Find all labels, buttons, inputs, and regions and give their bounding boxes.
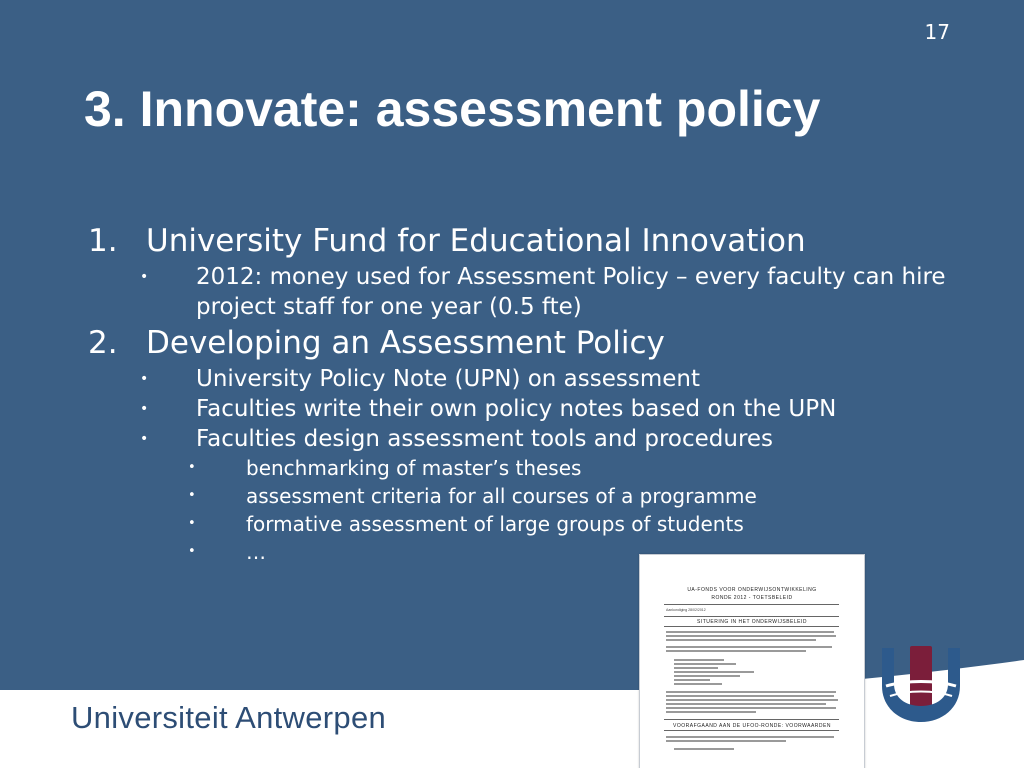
sub-item-text: Faculties design assessment tools and procedures [196,426,774,452]
document-text-line [666,711,756,713]
wave-decoration [0,600,1024,768]
sub-item-upn [88,364,948,394]
sub-item-text: 2012: money used for Assessment Policy – every faculty can hire project staff for one year (0.5 fte) [196,264,946,320]
list-number: 2. [88,325,118,361]
bullet-icon: • [188,488,196,503]
document-list-line [674,667,718,669]
document-text-line [666,740,786,742]
document-rule [664,604,839,605]
document-text-line [666,695,834,697]
document-text-line [666,635,836,637]
document-list-line [674,671,754,673]
document-text-line [666,736,834,738]
document-rule [664,616,839,617]
sub-item-text: Faculties write their own policy notes based on the UPN [196,396,837,422]
document-text-line [666,703,826,705]
document-rule [664,719,839,720]
document-list-line [674,675,740,677]
document-rule [664,730,839,731]
document-list-line [674,683,722,685]
document-list-line [674,663,736,665]
document-text-line [666,699,838,701]
university-emblem-icon [876,640,966,736]
document-text-line [666,707,836,709]
document-text-line [666,631,834,633]
sub-item-money [88,262,948,322]
sub-item-faculty-tools [88,424,948,454]
list-item-fund [88,220,948,262]
document-list-line [674,659,724,661]
document-section-heading: VOORAFGAAND AAN DE UFOO-RONDE: VOORWAARDEN [673,723,831,729]
bullet-icon: • [188,544,196,559]
document-list-line [674,748,734,750]
university-logo-text: Universiteit Antwerpen [71,700,387,735]
sub-sub-item-text: benchmarking of master’s theses [246,456,582,480]
sub-item-faculty-notes [88,394,948,424]
document-text-line [666,691,836,693]
bullet-icon: • [188,516,196,531]
document-list-line [674,679,710,681]
document-subtitle: RONDE 2012 - TOETSBELEID [711,595,793,601]
document-date: Aankondiging 28/02/2012 [666,608,706,612]
document-text-line [666,646,832,648]
list-item-policy [88,322,948,364]
bullet-icon: • [140,269,149,285]
sub-sub-item-benchmarking [88,454,948,482]
slide-content [88,220,948,566]
document-section-heading: SITUERING IN HET ONDERWIJSBELEID [697,619,807,625]
list-item-text: Developing an Assessment Policy [146,325,665,361]
bullet-icon: • [140,371,149,387]
list-number: 1. [88,223,118,259]
page-number: 17 [924,20,950,44]
document-title: UA-FONDS VOOR ONDERWIJSONTWIKKELING [687,587,817,593]
bullet-icon: • [188,460,196,475]
sub-sub-item-text: … [246,540,266,564]
document-rule [664,626,839,627]
sub-item-text: University Policy Note (UPN) on assessment [196,366,701,392]
list-item-text: University Fund for Educational Innovation [146,223,806,259]
sub-sub-item-text: formative assessment of large groups of students [246,512,744,536]
sub-sub-item-criteria [88,482,948,510]
document-text-line [666,639,816,641]
document-text-line [666,650,806,652]
slide-title: 3. Innovate: assessment policy [84,81,821,137]
sub-sub-item-text: assessment criteria for all courses of a programme [246,484,757,508]
bullet-icon: • [140,401,149,417]
bullet-icon: • [140,431,149,447]
sub-sub-item-formative [88,510,948,538]
document-thumbnail [639,554,865,768]
